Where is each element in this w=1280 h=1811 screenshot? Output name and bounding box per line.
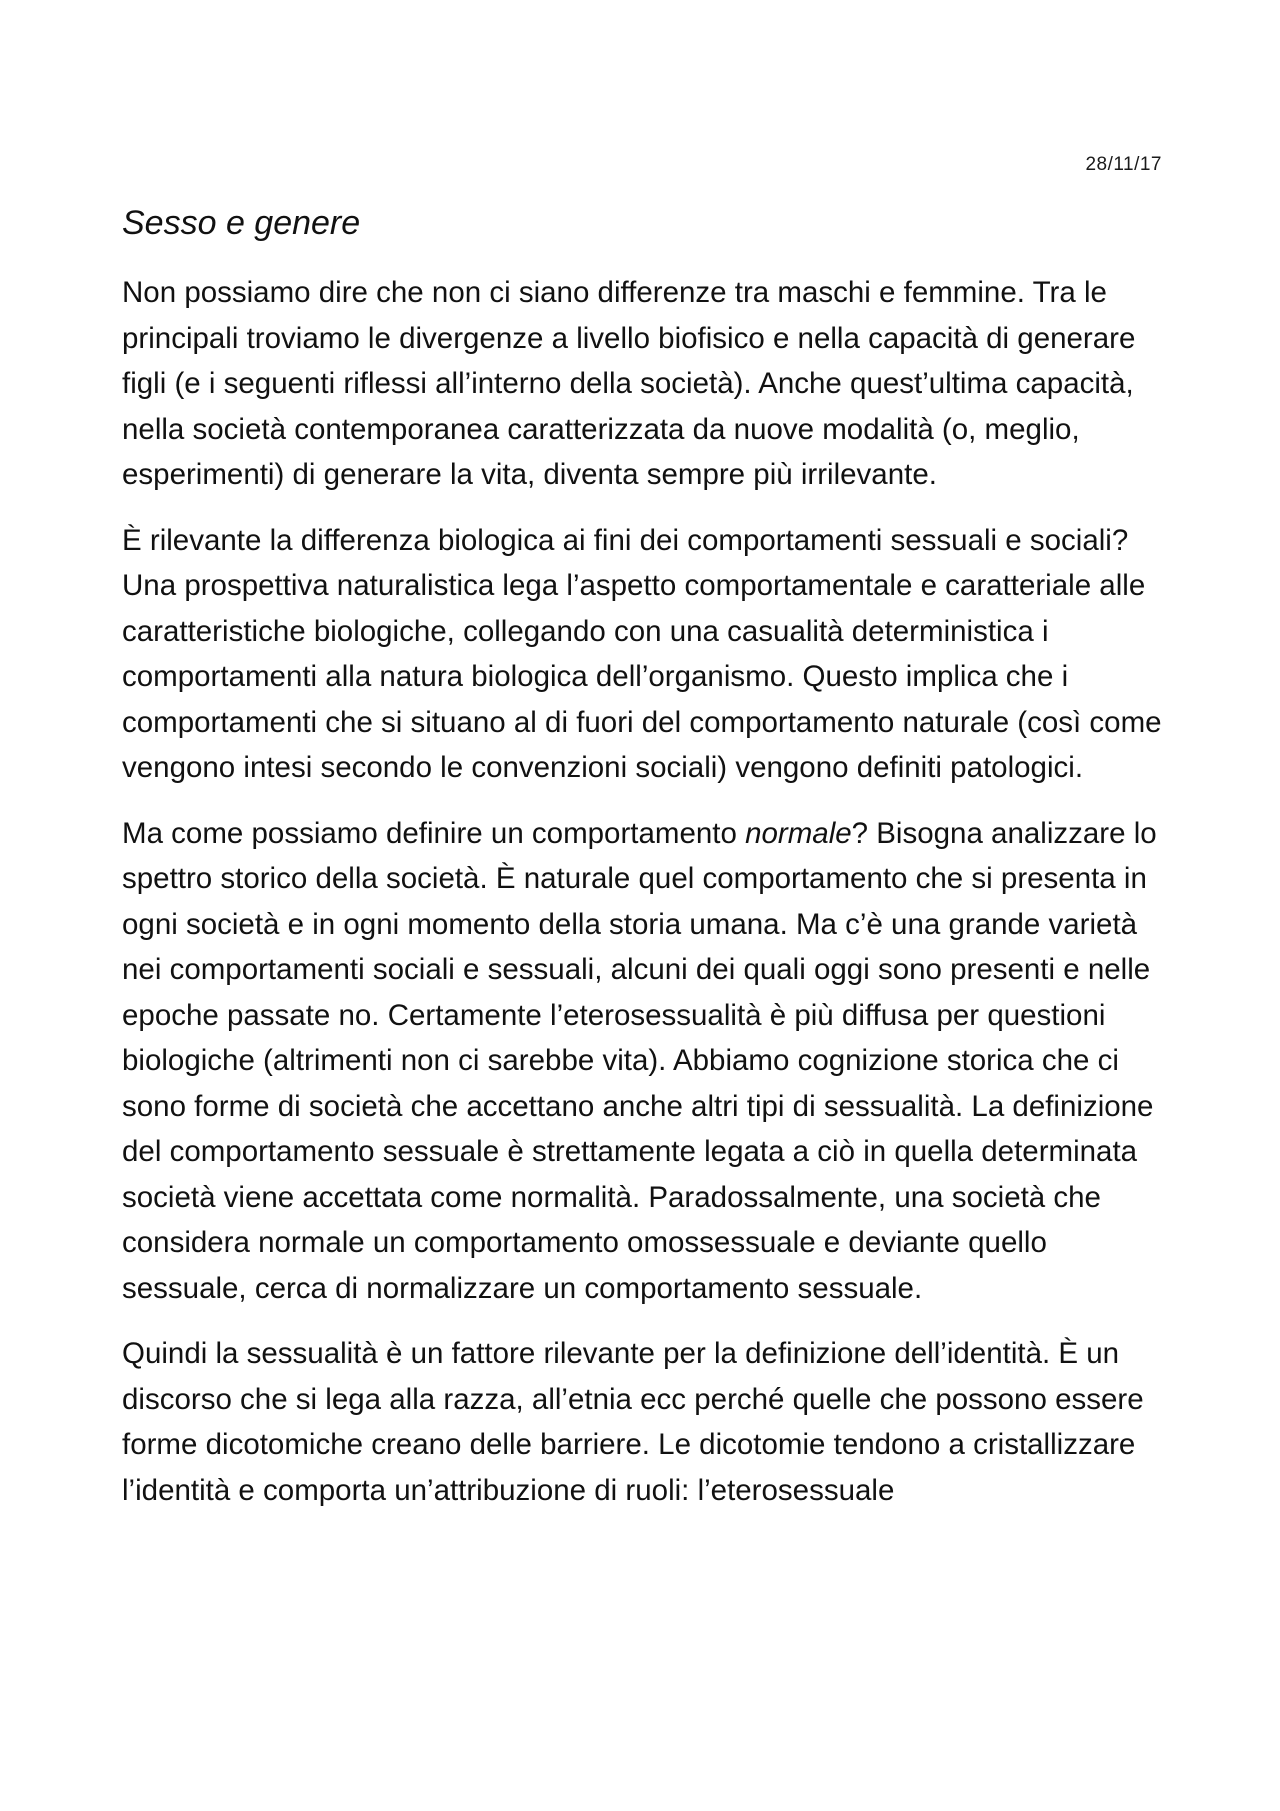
document-body xyxy=(122,270,1167,1533)
paragraph-2: È rilevante la differenza biologica ai fini dei comportamenti sessuali e sociali? Una prospettiva naturalistica lega l’aspetto comportamentale e caratteriale alle caratteristiche biologiche, collegando con una casualità deterministica i comportamenti alla natura biologica dell’organismo. Questo implica che i comportamenti che si situano al di fuori del comportamento naturale (così come vengono intesi secondo le convenzioni sociali) vengono definiti patologici. xyxy=(122,523,1162,784)
paragraph-3-emphasis: normale xyxy=(745,816,852,850)
paragraph-1: Non possiamo dire che non ci siano differenze tra maschi e femmine. Tra le principali troviamo le divergenze a livello biofisico e nella capacità di generare figli (e i seguenti riflessi all’interno della società). Anche quest’ultima capacità, nella società contemporanea caratterizzata da nuove modalità (o, meglio, esperimenti) di generare la vita, diventa sempre più irrilevante. xyxy=(122,276,1136,491)
paragraph-3 xyxy=(122,811,1167,1312)
document-title: Sesso e genere xyxy=(122,204,361,242)
paragraph-4: Quindi la sessualità è un fattore rilevante per la definizione dell’identità. È un discorso che si lega alla razza, all’etnia ecc perché quelle che possono essere forme dicotomiche creano delle barriere. Le dicotomie tendono a cristallizzare l’identità e comporta un’attribuzione di ruoli: l’eterosessuale xyxy=(122,1337,1144,1507)
document-date: 28/11/17 xyxy=(1085,154,1162,175)
paragraph-3-text-before: Ma come possiamo definire un comportamento xyxy=(122,816,746,850)
paragraph-3-text-after: ? Bisogna analizzare lo spettro storico della società. È naturale quel comportamento che si presenta in ogni società e in ogni momento della storia umana. Ma c’è una grande varietà nei comportamenti sociali e sessuali, alcuni dei quali oggi sono presenti e nelle epoche passate no. Certamente l’eterosessualità è più diffusa per questioni biologiche (altrimenti non ci sarebbe vita). Abbiamo cognizione storica che ci sono forme di società che accettano anche altri tipi di sessualità. La definizione del comportamento sessuale è strettamente legata a ciò in quella determinata società viene accettata come normalità. Paradossalmente, una società che considera normale un comportamento omossessuale e deviante quello sessuale, cerca di normalizzare un comportamento sessuale. xyxy=(122,816,1157,1305)
